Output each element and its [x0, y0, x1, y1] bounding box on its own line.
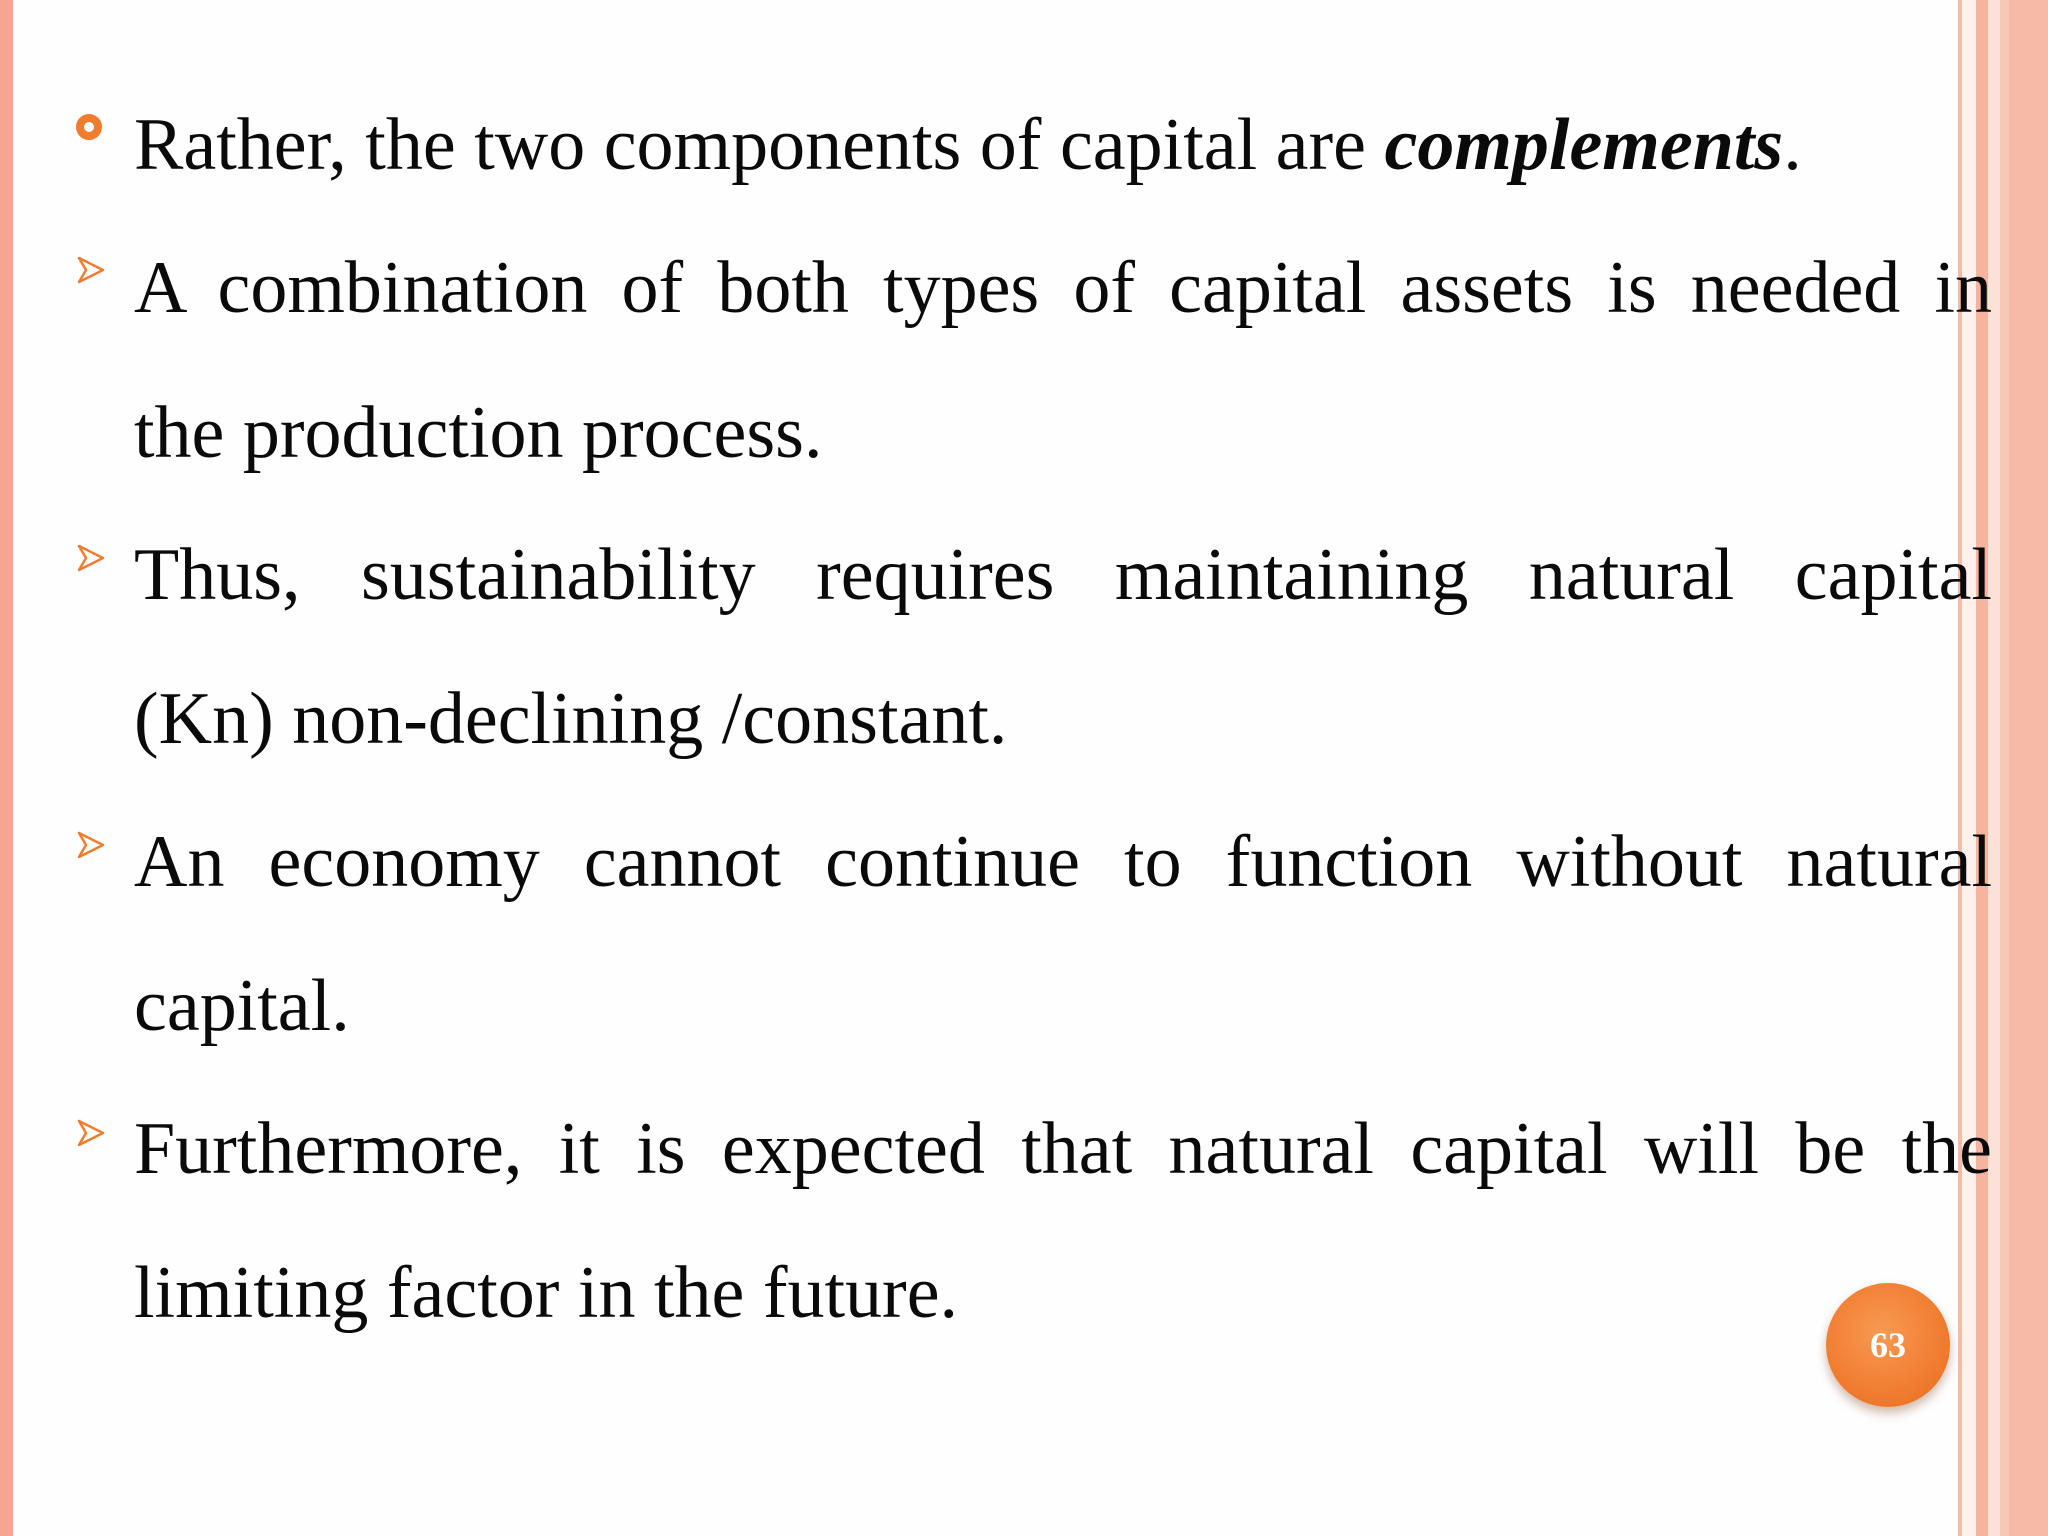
- arrow-bullet-icon: [76, 830, 106, 860]
- intro-text-after: .: [1783, 104, 1802, 186]
- page-number-badge: [1826, 1283, 1950, 1407]
- bullet-line: An economy cannot continue to function without natural: [134, 821, 1992, 903]
- bullet-line: Furthermore, it is expected that natural capital will be the: [134, 1108, 1992, 1190]
- bullet-line: Thus, sustainability requires maintaining natural capital: [134, 534, 1992, 616]
- intro-line: [134, 100, 1992, 190]
- circle-bullet-icon: [76, 114, 102, 140]
- bullet-line: limiting factor in the future.: [134, 1252, 959, 1334]
- arrow-bullet-icon: [76, 255, 106, 285]
- intro-emphasis: complements: [1384, 104, 1784, 186]
- arrow-bullet-icon: [76, 1118, 106, 1148]
- bullet-line: capital.: [134, 965, 350, 1047]
- intro-text-before: Rather, the two components of capital are: [134, 104, 1385, 186]
- arrow-bullet-icon: [76, 543, 106, 573]
- bullet-line: the production process.: [134, 392, 823, 474]
- bullet-line: A combination of both types of capital assets is needed in: [134, 247, 1992, 329]
- page-number: 63: [1870, 1325, 1906, 1365]
- bullet-line: (Kn) non-declining /constant.: [134, 678, 1008, 760]
